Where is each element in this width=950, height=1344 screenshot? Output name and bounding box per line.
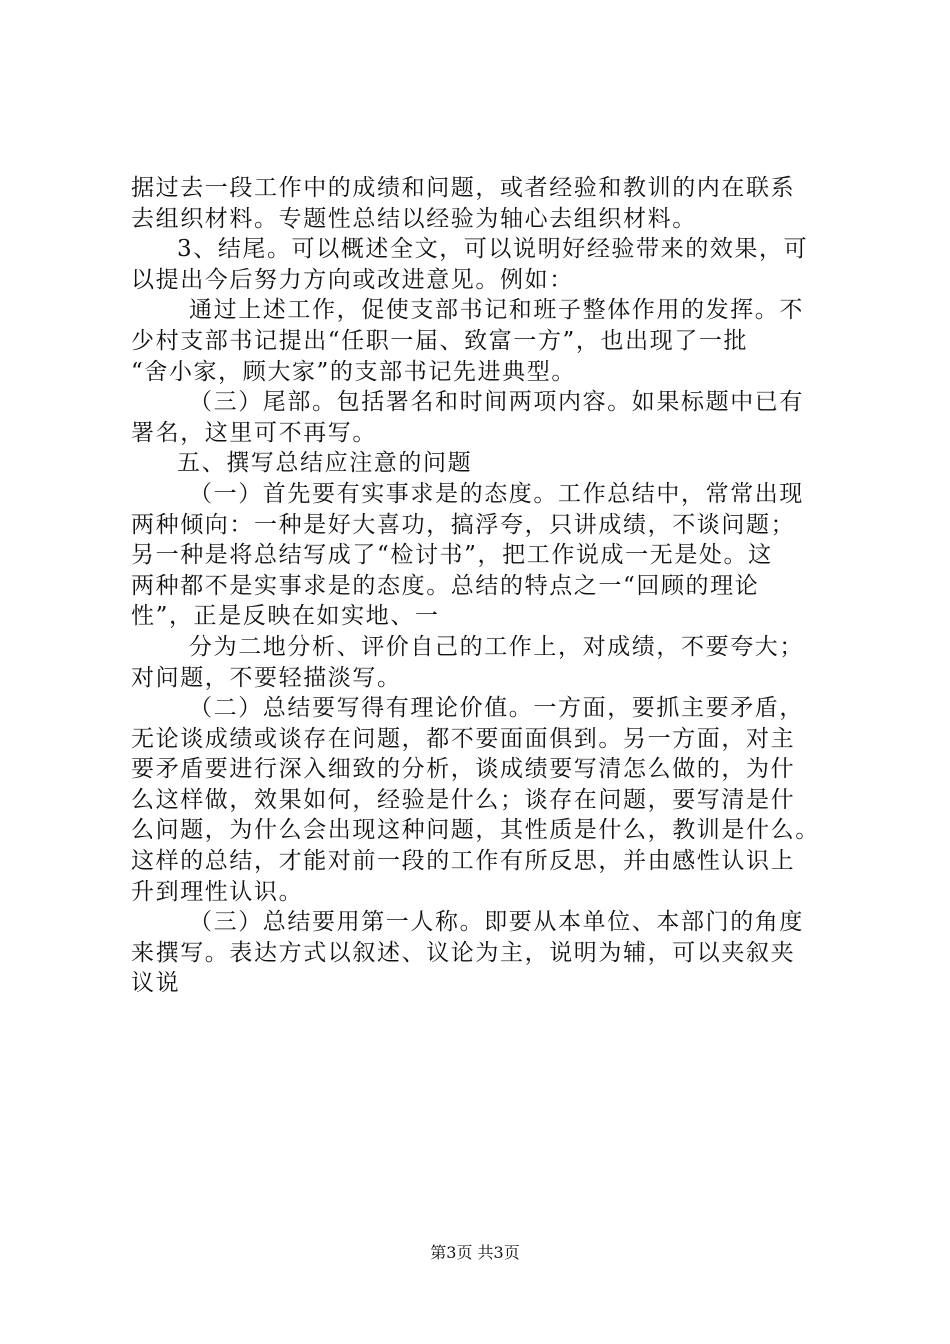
body-text [131, 173, 831, 999]
text-line: （一）首先要有实事求是的态度。工作总结中，常常出现 [189, 480, 804, 507]
text-line: 以提出今后努力方向或改进意见。例如： [131, 266, 574, 293]
text-line: 3、结尾。可以概述全文，可以说明好经验带来的效果，可 [177, 236, 809, 263]
text-line: 去组织材料。专题性总结以经验为轴心去组织材料。 [131, 205, 697, 232]
text-line: 少村支部书记提出“任职一届、致富一方”，也出现了一批 [131, 327, 749, 354]
text-line: 五、撰写总结应注意的问题 [177, 450, 473, 477]
text-line: 署名，这里可不再写。 [131, 419, 377, 446]
text-line: 两种倾向：一种是好大喜功，搞浮夸，只讲成绩，不谈问题； [131, 511, 796, 538]
text-line: （二）总结要写得有理论价值。一方面，要抓主要矛盾， [189, 695, 804, 722]
text-line: 通过上述工作，促使支部书记和班子整体作用的发挥。不 [189, 297, 804, 324]
text-line: 据过去一段工作中的成绩和问题，或者经验和教训的内在联系 [131, 175, 796, 201]
text-line: 这样的总结，才能对前一段的工作有所反思，并由感性认识上 [131, 848, 796, 875]
text-line: 议说 [131, 970, 181, 997]
text-line: 么问题，为什么会出现这种问题，其性质是什么，教训是什么。 [131, 817, 820, 844]
text-line: 来撰写。表达方式以叙述、议论为主，说明为辅，可以夹叙夹 [131, 939, 796, 966]
text-line: （三）总结要用第一人称。即要从本单位、本部门的角度 [189, 909, 804, 936]
text-line: 另一种是将总结写成了“检讨书”，把工作说成一无是处。这 [131, 542, 773, 569]
text-line: 无论谈成绩或谈存在问题，都不要面面俱到。另一方面，对主 [131, 725, 796, 752]
page-footer: 第3页 共3页 [430, 1243, 520, 1262]
text-line: 升到理性认识。 [131, 878, 304, 905]
text-line: 分为二地分析、评价自己的工作上，对成绩，不要夸大； [189, 633, 804, 660]
text-line: 性”，正是反映在如实地、一 [131, 603, 440, 630]
text-line: 要矛盾要进行深入细致的分析，谈成绩要写清怎么做的，为什 [131, 756, 796, 783]
text-line: “舍小家，顾大家”的支部书记先进典型。 [131, 358, 576, 385]
text-line: 么这样做，效果如何，经验是什么；谈存在问题，要写清是什 [131, 786, 796, 813]
text-line: 对问题，不要轻描淡写。 [131, 664, 402, 691]
text-line: 两种都不是实事求是的态度。总结的特点之一“回顾的理论 [131, 572, 760, 599]
text-line: （三）尾部。包括署名和时间两项内容。如果标题中已有 [189, 389, 804, 416]
